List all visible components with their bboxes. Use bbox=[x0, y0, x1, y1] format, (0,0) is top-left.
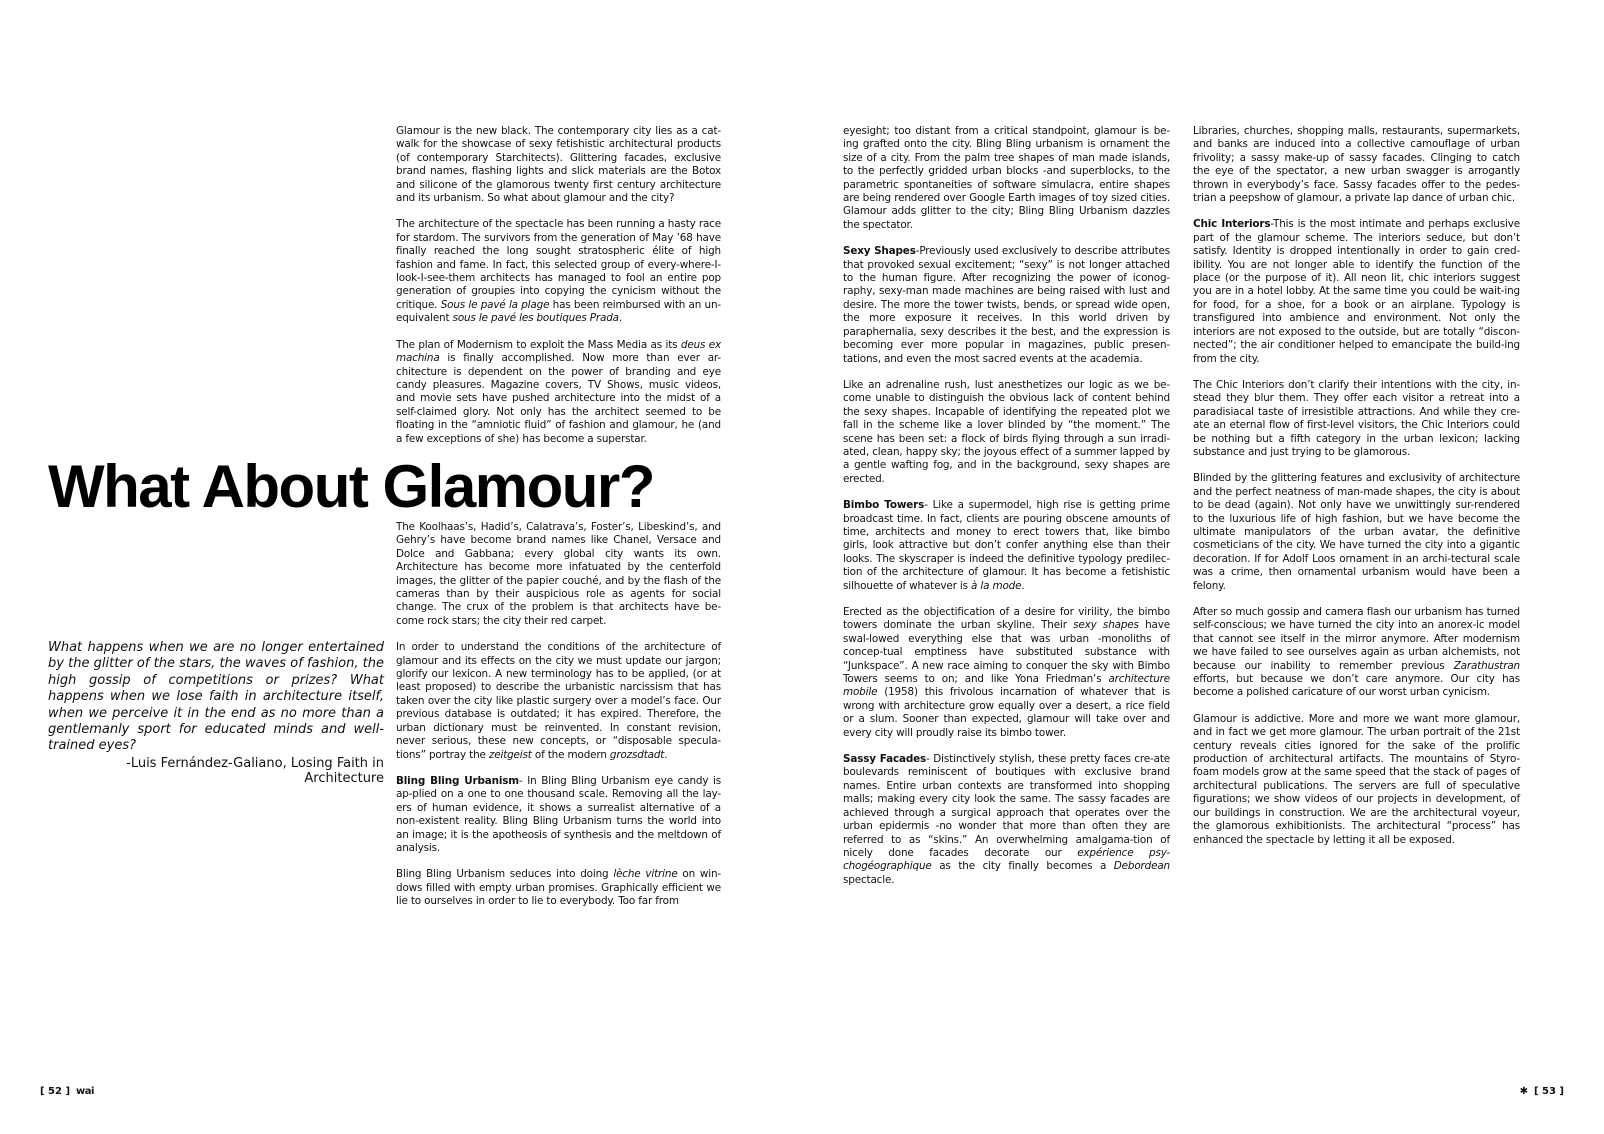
star-icon: ✱ bbox=[1519, 1086, 1528, 1097]
paragraph: Glamour is the new black. The contemporary city lies as a cat-walk for the showcase of sexy fetishistic architectural products (of contemporary Starchitects). Glittering facades, exclusive brand names, flashing lights and slick materials are the Botox and silicone of the glamorous twenty first century architecture and its urbanism. So what about glamour and the city? bbox=[396, 125, 721, 205]
paragraph: eyesight; too distant from a critical standpoint, glamour is be-ing grafted onto the city. Bling Bling urbanism is ornament the size of a city. From the palm tree shapes of man made islands, to the perfectly gridded urban blocks -and superblocks, to the parametric spontaneities of software simulacra, entire shapes are being rendered over Google Earth images of toy sized cities. Glamour adds glitter to the city; Bling Bling Urbanism dazzles the spectator. bbox=[843, 125, 1170, 231]
paragraph: Chic Interiors-This is the most intimate and perhaps exclusive part of the glamour scheme. The interiors seduce, but don’t satisfy. Identity is dropped intentionally in order to gain cred-ibility. You are not longer able to identify the function of the place (or the purpose of it). All neon lit, chic interiors suggest you are in a hotel lobby. At the same time you could be wait-ing for food, for a shoe, for a book or an airplane. Typology is transfigured into ambience and environment. Not only the interiors are not exposed to the outside, but are totally “discon-nected”; the air conditioner helped to emancipate the build-ing from the city. bbox=[1193, 218, 1520, 365]
page-number-right bbox=[1520, 1086, 1564, 1097]
paragraph: Bling Bling Urbanism seduces into doing lèche vitrine on win-dows filled with empty urban promises. Graphically efficient we lie to ourselves in order to lie to everybody. Too far from bbox=[396, 868, 721, 908]
paragraph: After so much gossip and camera flash our urbanism has turned self-conscious; we have turned the city into an anorex-ic model that cannot see itself in the mirror anymore. After modernism we have failed to see ourselves again as urban alchemists, not because our inability to remember previous Zarathustran efforts, but because we don’t care anymore. Our city has become a polished caricature of our worst urban cynicism. bbox=[1193, 606, 1520, 699]
paragraph: Sassy Facades- Distinctively stylish, these pretty faces cre-ate boulevards reminiscent of boutiques with exclusive brand names. Entire urban contexts are transformed into shopping malls; making every city look the same. The sassy facades are achieved through a surgical approach that operates over the urban epidermis -no wonder that more than often they are referred to as “skins.” An overwhelming amalgama-tion of nicely done facades decorate our expérience psy-chogéographique as the city finally becomes a Debordean spectacle. bbox=[843, 753, 1170, 886]
paragraph: The Chic Interiors don’t clarify their intentions with the city, in-stead they blur them. They offer each visitor a retreat into a paradisiacal taste of irresistible attractions. And while they cre-ate an eternal flow of first-level visitors, the Chic Interiors could be nothing but a fifth category in the urban lexicon; lacking substance and just trying to be glamorous. bbox=[1193, 378, 1520, 458]
paragraph: Sexy Shapes-Previously used exclusively to describe attributes that provoked sexual excitement; “sexy” is not longer attached to the human figure. After recognizing the power of iconog-raphy, sexy-man made machines are being raised with lust and desire. The more the tower twists, bends, or spread wide open, the more exposure it receives. In this world driven by paraphernalia, sexy describes it the best, and the expression is becoming ever more popular in magazines, public presen-tations, and even the most sacred events at the academia. bbox=[843, 245, 1170, 365]
paragraph: Libraries, churches, shopping malls, restaurants, supermarkets, and banks are induced into a collective camouflage of urban frivolity; a sassy make-up of sassy facades. Clinging to catch the eye of the spectator, a new urban swagger is arrogantly thrown in everybody’s face. Sassy facades offer to the pedes-trian a peepshow of glamour, a private lap dance of urban chic. bbox=[1193, 125, 1520, 205]
paragraph: In order to understand the conditions of the architecture of glamour and its effects on the city we must update our jargon; glorify our lexicon. A new terminology has to be applied, (or at least proposed) to describe the urbanistic narcissism that has taken over the city like plastic surgery over a model’s face. Our previous database is outdated; it has expired. Therefore, the urban dictionary must be reinvented. In constant revision, never serious, these new concepts, or “disposable specula-tions” portray the zeitgeist of the modern grozsdtadt. bbox=[396, 641, 721, 761]
page-number: [ 53 ] bbox=[1533, 1086, 1564, 1097]
article-title: What About Glamour? bbox=[48, 453, 654, 520]
brand-logo: wai bbox=[76, 1086, 94, 1097]
paragraph: Blinded by the glittering features and exclusivity of architecture and the perfect neatness of man-made shapes, the city is about to be dead (again). Not only have we unwittingly sur-rendered to the luxurious life of high fashion, but we have become the ultimate manipulators of the urban avatar, the definitive cosmeticians of the city. We have turned the city into a gigantic decoration. If for Adolf Loos ornament in an archi-tectural scale was a crime, then ornamental urbanism would have been a felony. bbox=[1193, 472, 1520, 592]
paragraph: The plan of Modernism to exploit the Mass Media as its deus ex machina is finally accomplished. Now more than ever ar-chitecture is dependent on the power of branding and eye candy pleasures. Magazine covers, TV Shows, music videos, and movie sets have pushed architecture into the midst of a self-claimed glory. Not only has the architect seemed to be floating in the “amniotic fluid” of fashion and glamour, he (and a few exceptions of she) has become a superstar. bbox=[396, 338, 721, 445]
paragraph: Glamour is addictive. More and more we want more glamour, and in fact we get more glamour. The urban portrait of the 21st century reveals cities ignored for the sake of the prolific production of architectural artifacts. The mountains of Styro-foam models grow at the same speed that the stack of pages of architectural publications. The servers are full of speculative figurations; we show videos of our projects in development, of our buildings in construction. We are the architectural voyeur, the glamorous exhibitionists. The architectural “process” has enhanced the spectacle by letting it all be exposed. bbox=[1193, 712, 1520, 846]
page-number-left bbox=[40, 1086, 94, 1097]
column-3 bbox=[1193, 125, 1520, 860]
paragraph: The architecture of the spectacle has been running a hasty race for stardom. The survivors from the generation of May ’68 have finally reached the long sought stratospheric élite of high fashion and fame. In fact, this selected group of every-where-I-look-I-see-them architects has managed to fool an entire pop generation of groupies into copying the cynicism without the critique. Sous le pavé la plage has been reimbursed with an un-equivalent sous le pavé les boutiques Prada. bbox=[396, 218, 721, 325]
paragraph: Like an adrenaline rush, lust anesthetizes our logic as we be-come unable to distinguish the obvious lack of content behind the sexy shapes. Incapable of identifying the repeated plot we fall in the scheme like a lover blinded by “the moment.” The scene has been set: a flock of birds flying through a sun irradi-ated, clean, happy sky; the joyous effect of a summer lapped by a gentle wafting fog, and in the background, sexy shapes are erected. bbox=[843, 378, 1170, 485]
epigraph-quote: What happens when we are no longer entertained by the glitter of the stars, the waves of fashion, the high gossip of competitions or prizes? What happens when we lose faith in architecture itself, when we perceive it in the end as no more than a gentlemanly sport for educated minds and well-trained eyes? bbox=[48, 640, 384, 754]
column-2 bbox=[843, 125, 1170, 900]
page-number: [ 52 ] bbox=[40, 1086, 71, 1097]
paragraph: Bimbo Towers- Like a supermodel, high rise is getting prime broadcast time. In fact, clients are pouring obscene amounts of time, architects and money to erect towers that, like bimbo girls, look attractive but don’t confer anything else than their looks. The skyscraper is indeed the definitive typology predilec-tion of the architecture of glamour. It has become a fetishistic silhouette of whatever is à la mode. bbox=[843, 499, 1170, 592]
paragraph: Bling Bling Urbanism- In Bling Bling Urbanism eye candy is ap-plied on a one to one thousand scale. Removing all the lay-ers of human evidence, it shows a surrealist alternative of a non-existent reality. Bling Bling Urbanism turns the world into an image; it is the apotheosis of synthesis and the meltdown of analysis. bbox=[396, 774, 721, 854]
paragraph: The Koolhaas’s, Hadid’s, Calatrava’s, Foster’s, Libeskind’s, and Gehry’s have become brand names like Chanel, Versace and Dolce and Gabbana; every global city wants its own. Architecture has become more infatuated by the centerfold images, the glitter of the papier couché, and by the flash of the cameras than by their auspicious role as agents for social change. The crux of the problem is that architects have be-come rock stars; the city their red carpet. bbox=[396, 521, 721, 627]
epigraph-attribution: -Luis Fernández-Galiano, Losing Faith in Architecture bbox=[126, 756, 384, 786]
column-1-lower bbox=[396, 521, 721, 922]
paragraph: Erected as the objectification of a desire for virility, the bimbo towers dominate the urban skyline. Their sexy shapes have swal-lowed everything else that was urban -monoliths of concep-tual emptiness have substituted substance with “Junkspace”. A new race aiming to conquer the sky with Bimbo Towers seems to on; and like Yona Friedman’s architecture mobile (1958) this frivolous incarnation of whatever that is wrong with architecture grow equally over a desert, a rice field or a slum. Sooner than expected, glamour will take over and every city will proudly raise its bimbo tower. bbox=[843, 606, 1170, 739]
column-1-upper bbox=[396, 125, 721, 459]
